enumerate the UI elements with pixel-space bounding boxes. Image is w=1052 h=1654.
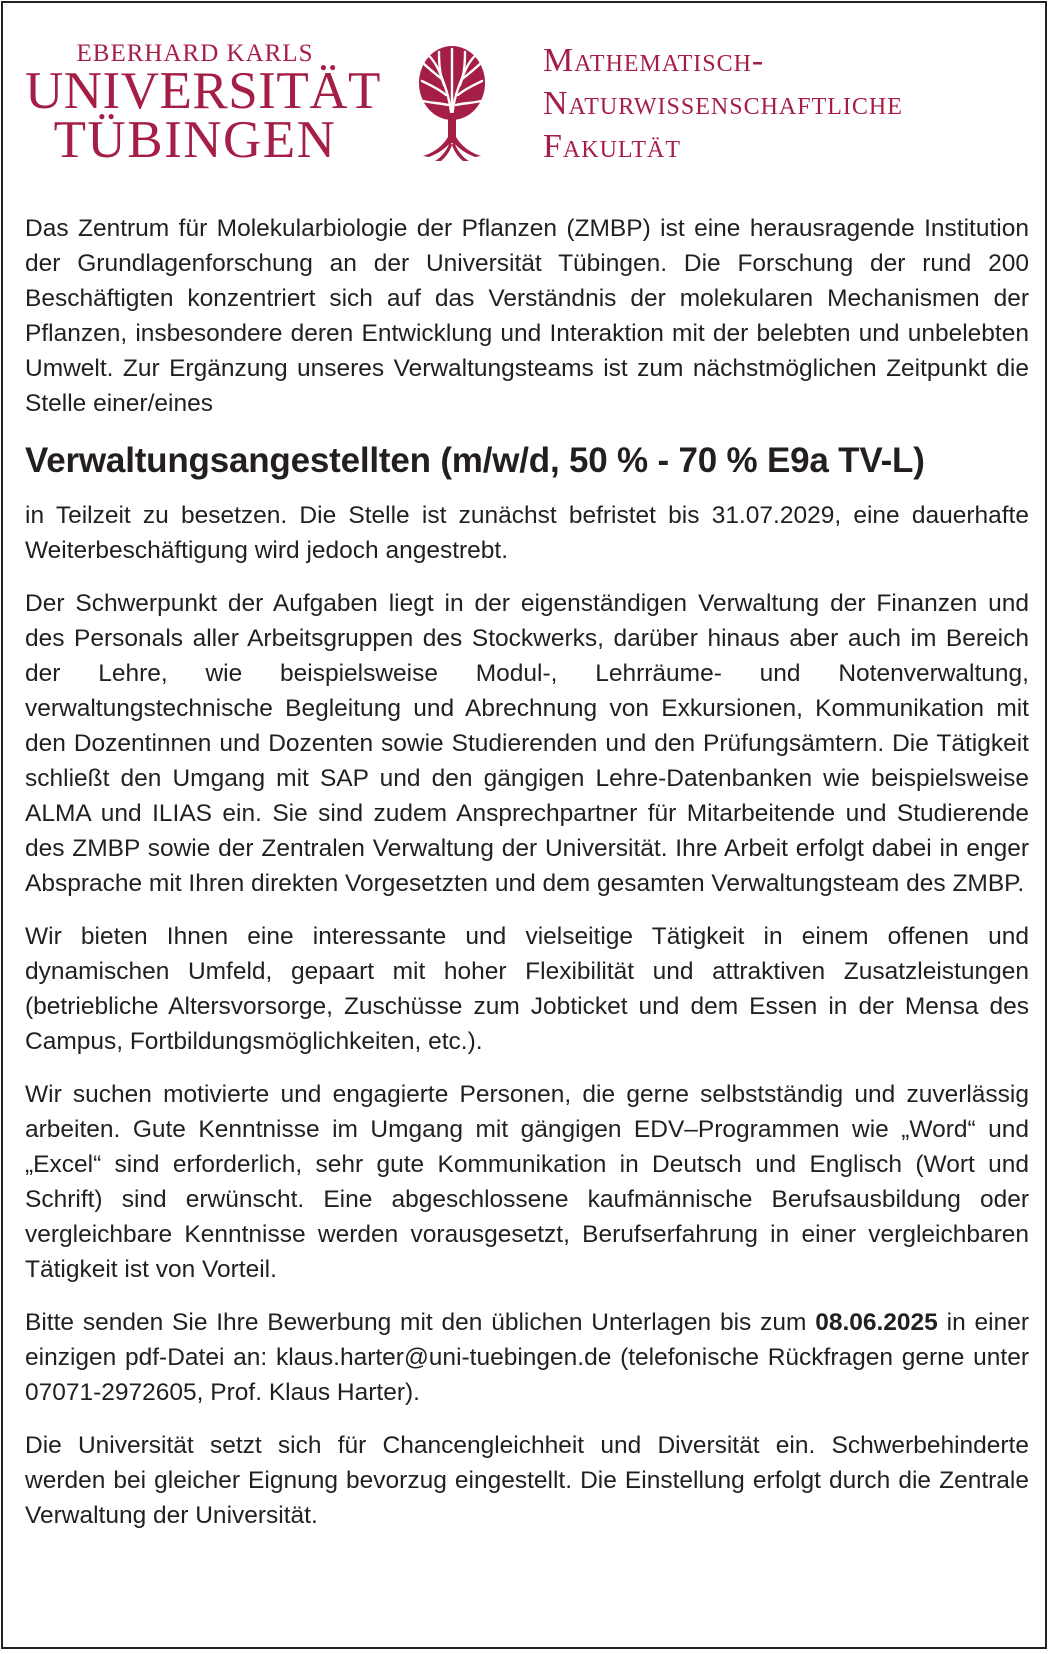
tree-icon — [415, 45, 489, 163]
faculty-name-line1: Mathematisch- — [543, 42, 765, 79]
application-paragraph — [25, 1305, 1029, 1410]
requirements-paragraph: Wir suchen motivierte und engagierte Personen, die gerne selbstständig und zuverlässig arbeiten. Gute Kenntnisse im Umgang mit gängigen EDV–Programmen wie „Word“ und „Excel“ sind erforderlich, sehr gute Kommunikation in Deutsch und Englisch (Wort und Schrift) sind erwünscht. Eine abgeschlossene kaufmännische Berufsausbildung oder vergleichbare Kenntnisse werden vorausgesetzt, Berufserfahrung in einer vergleichbaren Tätigkeit ist von Vorteil. — [25, 1081, 1029, 1283]
university-logo — [25, 40, 381, 169]
contact-phone: (telefonische Rückfragen gerne unter 07071-2972605, Prof. Klaus Harter). — [25, 1344, 1029, 1406]
university-name-line1: EBERHARD KARLS — [76, 40, 314, 67]
contact-email[interactable]: klaus.harter@uni-tuebingen.de — [275, 1344, 612, 1371]
university-name-line3: TÜBINGEN — [53, 111, 337, 169]
intro-paragraph: Das Zentrum für Molekularbiologie der Pflanzen (ZMBP) ist eine herausragende Institution der Grundlagenforschung an der Universität Tübingen. Die Forschung der rund 200 Beschäftigten konzentriert sich auf das Verständnis der molekularen Mechanismen der Pflanzen, insbesondere deren Entwicklung und Interaktion mit der belebten und unbelebten Umwelt. Zur Ergänzung unseres Verwaltungsteams ist zum nächstmöglichen Zeitpunkt die Stelle einer/eines — [25, 215, 1029, 417]
advertisement-body — [25, 211, 1029, 1533]
header — [3, 3, 1049, 183]
position-title: Verwaltungsangestellten (m/w/d, 50 % - 70 % E9a TV-L) — [25, 441, 925, 480]
faculty-name-line3: Fakultät — [543, 128, 682, 165]
university-name-line2: UNIVERSITÄT — [25, 62, 381, 120]
terms-paragraph: in Teilzeit zu besetzen. Die Stelle ist zunächst befristet bis 31.07.2029, eine dauerhafte Weiterbeschäftigung wird jedoch angestrebt. — [25, 502, 1029, 564]
faculty-name-line2: Naturwissenschaftliche — [543, 85, 903, 122]
diversity-paragraph: Die Universität setzt sich für Chancengleichheit und Diversität ein. Schwerbehinderte werden bei gleicher Eignung bevorzug eingestellt. Die Einstellung erfolgt durch die Zentrale Verwaltung der Universität. — [25, 1432, 1029, 1529]
tasks-paragraph: Der Schwerpunkt der Aufgaben liegt in der eigenständigen Verwaltung der Finanzen und des Personals aller Arbeitsgruppen des Stockwerks, darüber hinaus aber auch im Bereich der Lehre, wie beispielsweise Modul-, Lehrräume- und Notenverwaltung, verwaltungstechnische Begleitung und Abrechnung von Exkursionen, Kommunikation mit den Dozentinnen und Dozenten sowie Studierenden und den Prüfungsämtern. Die Tätigkeit schließt den Umgang mit SAP und den gängigen Lehre-Datenbanken wie beispielsweise ALMA und ILIAS ein. Sie sind zudem Ansprechpartner für Mitarbeitende und Studierende des ZMBP sowie der Zentralen Verwaltung der Universität. Ihre Arbeit erfolgt dabei in enger Absprache mit Ihren direkten Vorgesetzten und dem gesamten Verwaltungsteam des ZMBP. — [25, 590, 1029, 897]
application-instruction: in einer einzigen pdf-Datei an: — [25, 1309, 1029, 1371]
offer-paragraph: Wir bieten Ihnen eine interessante und vielseitige Tätigkeit in einem offenen und dynamischen Umfeld, gepaart mit hoher Flexibilität und attraktiven Zusatzleistungen (betriebliche Altersvorsorge, Zuschüsse zum Jobticket und dem Essen in der Mensa des Campus, Fortbildungsmöglichkeiten, etc.). — [25, 923, 1029, 1055]
application-deadline: 08.06.2025 — [815, 1309, 938, 1336]
job-advertisement — [1, 1, 1047, 1649]
faculty-name — [543, 39, 903, 168]
application-intro: Bitte senden Sie Ihre Bewerbung mit den üblichen Unterlagen bis zum — [25, 1309, 816, 1336]
